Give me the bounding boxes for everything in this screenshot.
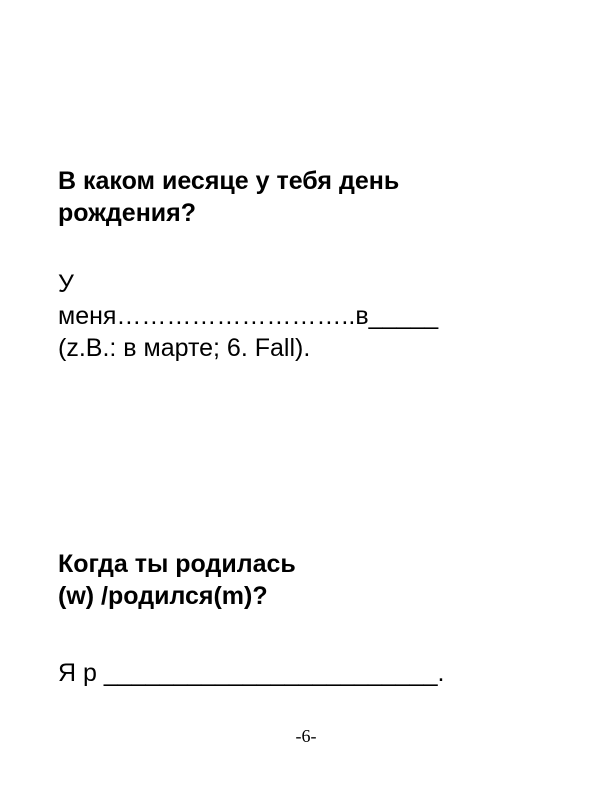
answer-line: У: [58, 270, 74, 298]
question-born-date: [58, 548, 568, 612]
question-birthday-month: [58, 165, 568, 229]
question-line: Когда ты родилась: [58, 550, 296, 578]
answer-fill-in-line: меня………………………..в_____: [58, 302, 439, 330]
question-line: В каком иесяце у тебя день: [58, 167, 400, 195]
page-number: -6-: [295, 726, 317, 746]
answer-birthday-month: [58, 268, 568, 364]
question-line: (w) /родился(m)?: [58, 582, 268, 610]
answer-fill-in-line: Я р ________________________.: [58, 659, 445, 687]
question-line: рождения?: [58, 199, 197, 227]
answer-born-date: [58, 657, 568, 689]
answer-example: (z.B.: в марте; 6. Fall).: [58, 334, 311, 362]
